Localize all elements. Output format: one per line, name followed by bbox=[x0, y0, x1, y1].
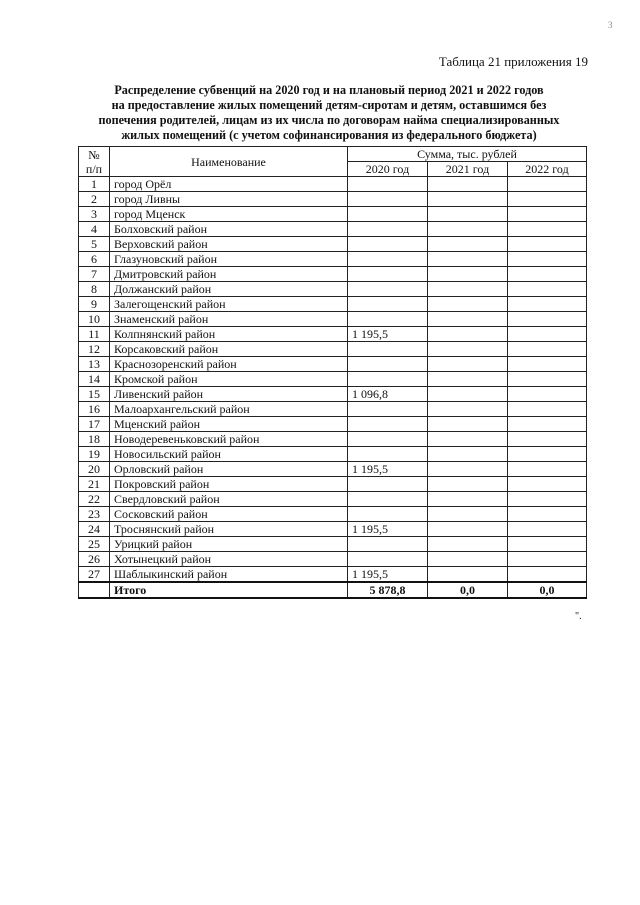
row-number: 26 bbox=[79, 552, 110, 567]
table-row bbox=[79, 387, 587, 402]
row-value-2021 bbox=[428, 222, 508, 237]
row-value-2021 bbox=[428, 507, 508, 522]
table-row bbox=[79, 372, 587, 387]
row-number: 23 bbox=[79, 507, 110, 522]
row-value-2022 bbox=[508, 492, 587, 507]
table-row bbox=[79, 432, 587, 447]
row-value-2021 bbox=[428, 177, 508, 192]
row-name: город Ливны bbox=[110, 192, 348, 207]
row-name: Малоархангельский район bbox=[110, 402, 348, 417]
row-value-2022 bbox=[508, 252, 587, 267]
row-number: 13 bbox=[79, 357, 110, 372]
row-name: Урицкий район bbox=[110, 537, 348, 552]
row-value-2021 bbox=[428, 447, 508, 462]
total-number bbox=[79, 582, 110, 598]
row-value-2020 bbox=[348, 207, 428, 222]
row-value-2022 bbox=[508, 237, 587, 252]
table-row bbox=[79, 207, 587, 222]
total-2022: 0,0 bbox=[508, 582, 587, 598]
table-row bbox=[79, 492, 587, 507]
row-value-2022 bbox=[508, 567, 587, 583]
row-value-2021 bbox=[428, 357, 508, 372]
table-body bbox=[79, 177, 587, 599]
row-value-2021 bbox=[428, 192, 508, 207]
row-number: 12 bbox=[79, 342, 110, 357]
row-value-2020 bbox=[348, 297, 428, 312]
row-value-2021 bbox=[428, 312, 508, 327]
row-value-2021 bbox=[428, 567, 508, 583]
row-name: Новодеревеньковский район bbox=[110, 432, 348, 447]
row-value-2022 bbox=[508, 342, 587, 357]
row-value-2022 bbox=[508, 522, 587, 537]
row-number: 4 bbox=[79, 222, 110, 237]
row-name: Глазуновский район bbox=[110, 252, 348, 267]
document-title bbox=[78, 83, 580, 143]
end-mark: ". bbox=[575, 611, 582, 622]
row-number: 21 bbox=[79, 477, 110, 492]
row-value-2021 bbox=[428, 552, 508, 567]
row-value-2020 bbox=[348, 447, 428, 462]
row-name: Новосильский район bbox=[110, 447, 348, 462]
subsidy-table bbox=[78, 146, 587, 599]
row-value-2021 bbox=[428, 537, 508, 552]
row-value-2021 bbox=[428, 267, 508, 282]
row-value-2022 bbox=[508, 267, 587, 282]
row-value-2021 bbox=[428, 492, 508, 507]
row-value-2020 bbox=[348, 402, 428, 417]
row-value-2022 bbox=[508, 177, 587, 192]
title-line: на предоставление жилых помещений детям-сиротам и детям, оставшимся без bbox=[111, 98, 547, 112]
row-value-2022 bbox=[508, 222, 587, 237]
row-name: Краснозоренский район bbox=[110, 357, 348, 372]
row-value-2020: 1 195,5 bbox=[348, 462, 428, 477]
row-name: Троснянский район bbox=[110, 522, 348, 537]
row-value-2022 bbox=[508, 402, 587, 417]
row-value-2020 bbox=[348, 492, 428, 507]
row-value-2020 bbox=[348, 222, 428, 237]
row-number: 15 bbox=[79, 387, 110, 402]
row-value-2022 bbox=[508, 207, 587, 222]
row-number: 9 bbox=[79, 297, 110, 312]
row-value-2022 bbox=[508, 417, 587, 432]
row-value-2021 bbox=[428, 342, 508, 357]
row-name: Покровский район bbox=[110, 477, 348, 492]
table-row bbox=[79, 522, 587, 537]
header-year-2022: 2022 год bbox=[508, 162, 587, 177]
row-name: Дмитровский район bbox=[110, 267, 348, 282]
row-number: 19 bbox=[79, 447, 110, 462]
row-value-2020 bbox=[348, 537, 428, 552]
row-number: 27 bbox=[79, 567, 110, 583]
header-year-2020: 2020 год bbox=[348, 162, 428, 177]
table-row bbox=[79, 552, 587, 567]
row-name: Свердловский район bbox=[110, 492, 348, 507]
row-value-2021 bbox=[428, 327, 508, 342]
table-row bbox=[79, 282, 587, 297]
row-value-2020 bbox=[348, 432, 428, 447]
row-number: 5 bbox=[79, 237, 110, 252]
row-name: Мценский район bbox=[110, 417, 348, 432]
row-name: Шаблыкинский район bbox=[110, 567, 348, 583]
row-number: 24 bbox=[79, 522, 110, 537]
row-number: 8 bbox=[79, 282, 110, 297]
row-value-2020 bbox=[348, 342, 428, 357]
row-value-2020 bbox=[348, 267, 428, 282]
row-value-2022 bbox=[508, 312, 587, 327]
row-value-2020 bbox=[348, 252, 428, 267]
table-row bbox=[79, 567, 587, 583]
row-number: 17 bbox=[79, 417, 110, 432]
header-name: Наименование bbox=[110, 147, 348, 177]
row-value-2021 bbox=[428, 432, 508, 447]
row-name: Колпнянский район bbox=[110, 327, 348, 342]
header-sum: Сумма, тыс. рублей bbox=[348, 147, 587, 162]
row-value-2020 bbox=[348, 552, 428, 567]
table-row bbox=[79, 252, 587, 267]
row-value-2021 bbox=[428, 462, 508, 477]
total-label: Итого bbox=[110, 582, 348, 598]
row-value-2020 bbox=[348, 417, 428, 432]
table-row bbox=[79, 342, 587, 357]
row-name: город Мценск bbox=[110, 207, 348, 222]
table-row bbox=[79, 222, 587, 237]
row-number: 14 bbox=[79, 372, 110, 387]
row-name: Сосковский район bbox=[110, 507, 348, 522]
table-row bbox=[79, 462, 587, 477]
row-value-2022 bbox=[508, 372, 587, 387]
row-number: 22 bbox=[79, 492, 110, 507]
row-number: 11 bbox=[79, 327, 110, 342]
row-name: Залегощенский район bbox=[110, 297, 348, 312]
table-row bbox=[79, 507, 587, 522]
row-number: 2 bbox=[79, 192, 110, 207]
table-row bbox=[79, 327, 587, 342]
row-name: город Орёл bbox=[110, 177, 348, 192]
row-name: Хотынецкий район bbox=[110, 552, 348, 567]
table-row bbox=[79, 312, 587, 327]
row-value-2020 bbox=[348, 192, 428, 207]
row-number: 1 bbox=[79, 177, 110, 192]
row-value-2022 bbox=[508, 462, 587, 477]
table-row bbox=[79, 537, 587, 552]
row-name: Болховский район bbox=[110, 222, 348, 237]
table-row bbox=[79, 402, 587, 417]
row-name: Должанский район bbox=[110, 282, 348, 297]
table-row bbox=[79, 357, 587, 372]
title-line: Распределение субвенций на 2020 год и на плановый период 2021 и 2022 годов bbox=[114, 83, 544, 97]
row-value-2020 bbox=[348, 507, 428, 522]
row-number: 18 bbox=[79, 432, 110, 447]
row-value-2020 bbox=[348, 312, 428, 327]
table-row bbox=[79, 297, 587, 312]
row-number: 20 bbox=[79, 462, 110, 477]
header-year-2021: 2021 год bbox=[428, 162, 508, 177]
row-value-2022 bbox=[508, 507, 587, 522]
row-name: Ливенский район bbox=[110, 387, 348, 402]
table-row bbox=[79, 177, 587, 192]
row-value-2021 bbox=[428, 417, 508, 432]
row-name: Верховский район bbox=[110, 237, 348, 252]
row-value-2021 bbox=[428, 252, 508, 267]
row-value-2020: 1 195,5 bbox=[348, 522, 428, 537]
row-value-2020: 1 195,5 bbox=[348, 327, 428, 342]
row-value-2020: 1 195,5 bbox=[348, 567, 428, 583]
total-row bbox=[79, 582, 587, 598]
row-value-2021 bbox=[428, 372, 508, 387]
table-row bbox=[79, 192, 587, 207]
row-value-2021 bbox=[428, 237, 508, 252]
row-value-2021 bbox=[428, 522, 508, 537]
table-row bbox=[79, 237, 587, 252]
table-row bbox=[79, 447, 587, 462]
title-line: жилых помещений (с учетом софинансирования из федерального бюджета) bbox=[121, 128, 537, 142]
total-2020: 5 878,8 bbox=[348, 582, 428, 598]
row-number: 6 bbox=[79, 252, 110, 267]
row-value-2021 bbox=[428, 387, 508, 402]
row-value-2022 bbox=[508, 432, 587, 447]
row-value-2022 bbox=[508, 537, 587, 552]
title-line: попечения родителей, лицам из их числа по договорам найма специализированных bbox=[98, 113, 560, 127]
row-number: 16 bbox=[79, 402, 110, 417]
row-value-2022 bbox=[508, 297, 587, 312]
row-value-2021 bbox=[428, 282, 508, 297]
row-value-2022 bbox=[508, 327, 587, 342]
row-value-2020 bbox=[348, 372, 428, 387]
row-name: Орловский район bbox=[110, 462, 348, 477]
row-value-2020: 1 096,8 bbox=[348, 387, 428, 402]
corner-mark: 3 bbox=[608, 20, 613, 30]
table-reference: Таблица 21 приложения 19 bbox=[438, 54, 588, 69]
table-row bbox=[79, 417, 587, 432]
row-value-2021 bbox=[428, 402, 508, 417]
row-value-2020 bbox=[348, 177, 428, 192]
table-row bbox=[79, 267, 587, 282]
table-row bbox=[79, 477, 587, 492]
row-value-2022 bbox=[508, 552, 587, 567]
row-value-2022 bbox=[508, 477, 587, 492]
header-number: № п/п bbox=[79, 147, 110, 177]
row-value-2022 bbox=[508, 387, 587, 402]
row-value-2021 bbox=[428, 297, 508, 312]
row-name: Знаменский район bbox=[110, 312, 348, 327]
row-value-2020 bbox=[348, 357, 428, 372]
row-number: 7 bbox=[79, 267, 110, 282]
row-name: Кромской район bbox=[110, 372, 348, 387]
row-value-2022 bbox=[508, 282, 587, 297]
total-2021: 0,0 bbox=[428, 582, 508, 598]
row-value-2020 bbox=[348, 477, 428, 492]
row-name: Корсаковский район bbox=[110, 342, 348, 357]
row-value-2022 bbox=[508, 357, 587, 372]
row-value-2021 bbox=[428, 207, 508, 222]
row-value-2020 bbox=[348, 237, 428, 252]
row-number: 10 bbox=[79, 312, 110, 327]
row-value-2022 bbox=[508, 192, 587, 207]
row-number: 25 bbox=[79, 537, 110, 552]
row-value-2021 bbox=[428, 477, 508, 492]
row-value-2022 bbox=[508, 447, 587, 462]
row-number: 3 bbox=[79, 207, 110, 222]
row-value-2020 bbox=[348, 282, 428, 297]
